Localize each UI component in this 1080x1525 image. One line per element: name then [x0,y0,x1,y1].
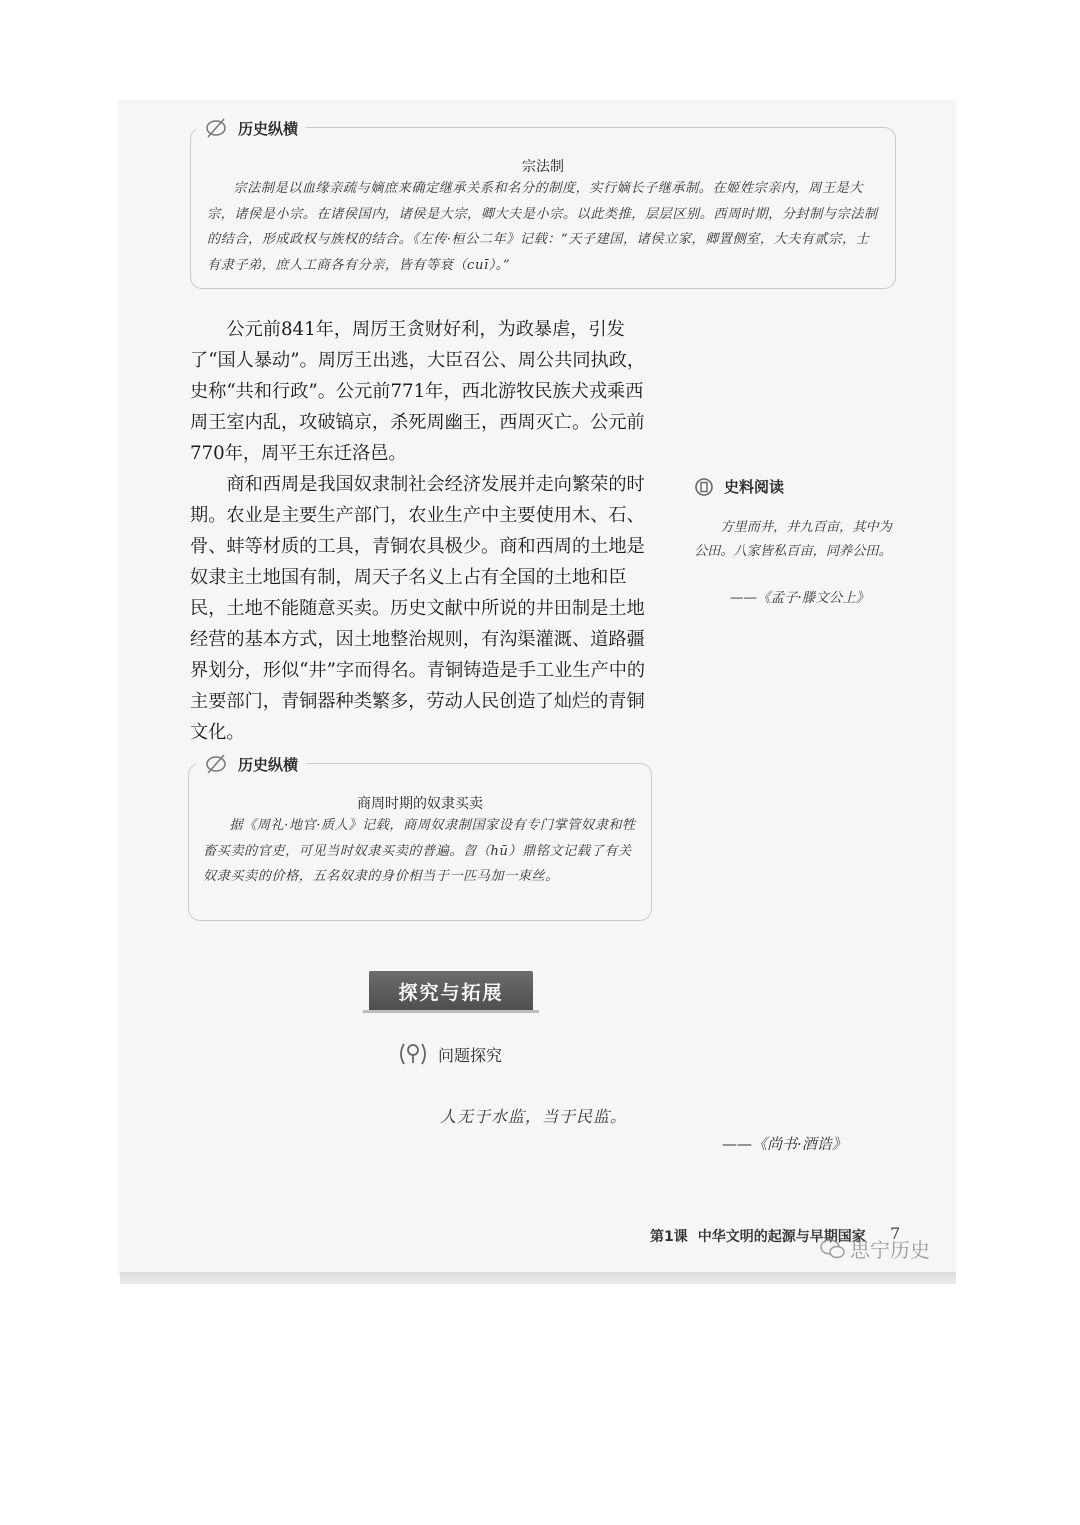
watermark [820,1234,930,1263]
section-banner: 探究与拓展 [369,971,533,1011]
box-title: 商周时期的奴隶买卖 [357,796,483,812]
quote-source: ——《尚书·酒诰》 [722,1135,847,1153]
document-icon [694,477,714,497]
wechat-icon [820,1238,846,1260]
aside-header [694,476,784,497]
lesson-number: 第1课 [650,1229,688,1245]
inquiry-header [398,1040,502,1068]
history-icon [204,754,228,774]
paragraph: 商和西周是我国奴隶制社会经济发展并走向繁荣的时期。农业是主要生产部门，农业生产中主要使用木、石、骨、蚌等材质的工具，青铜农具极少。商和西周的土地是奴隶主土地国有制，周天子名义上占有全国的土地和臣民，土地不能随意买卖。历史文献中所说的井田制是土地经营的基本方式，因土地整治规则，有沟渠灌溉、道路疆界划分，形似“井”字而得名。青铜铸造是手工业生产中的主要部门，青铜器种类繁多，劳动人民创造了灿烂的青铜文化。 [190,474,646,743]
aside-text: 方里而井，井九百亩，其中为公田。八家皆私百亩，同养公田。 [694,520,892,559]
box-body: 据《周礼·地官·质人》记载，商周奴隶制国家设有专门掌管奴隶和牲畜买卖的官吏，可见当时奴隶买卖的普遍。曶（hū）鼎铭文记载了有关奴隶买卖的价格，五名奴隶的身价相当于一匹马加一束丝。 [203,818,636,884]
box-body: 宗法制是以血缘亲疏与嫡庶来确定继承关系和名分的制度，实行嫡长子继承制。在姬姓宗亲内，周王是大宗，诸侯是小宗。在诸侯国内，诸侯是大宗，卿大夫是小宗。以此类推，层层区别。西周时期，分封制与宗法制的结合，形成政权与族权的结合。《左传·桓公二年》记载：“天子建国，诸侯立家，卿置侧室，大夫有贰宗，士有隶子弟，庶人工商各有分亲，皆有等衰（cuī）。” [207,181,878,273]
page-number: 7 [890,1224,901,1243]
lesson-title: 中华文明的起源与早期国家 [697,1229,866,1245]
box-header-label: 历史纵横 [238,119,299,138]
inquiry-label: 问题探究 [438,1045,503,1065]
box-header-label: 历史纵横 [238,755,299,774]
box-header [196,114,306,142]
history-box-slave-trade [188,763,652,921]
page-shadow [120,1272,956,1284]
aside-header-label: 史料阅读 [724,478,785,496]
box-title: 宗法制 [522,159,564,175]
watermark-text: 思宁历史 [850,1238,930,1262]
paragraph: 公元前841年，周厉王贪财好利，为政暴虐，引发了“国人暴动”。周厉王出逃，大臣召公、周公共同执政，史称“共和行政”。公元前771年，西北游牧民族犬戎乘西周王室内乱，攻破镐京，杀死周幽王，西周灭亡。公元前770年，周平王东迁洛邑。 [190,319,646,464]
main-text [190,314,652,748]
history-box-zongfa [190,127,896,289]
history-icon [204,118,228,138]
aside-source: ——《孟子·滕文公上》 [730,590,870,606]
box-header [196,750,306,778]
quote: 人无于水监，当于民监。 [440,1107,628,1126]
inquiry-icon [398,1040,428,1068]
